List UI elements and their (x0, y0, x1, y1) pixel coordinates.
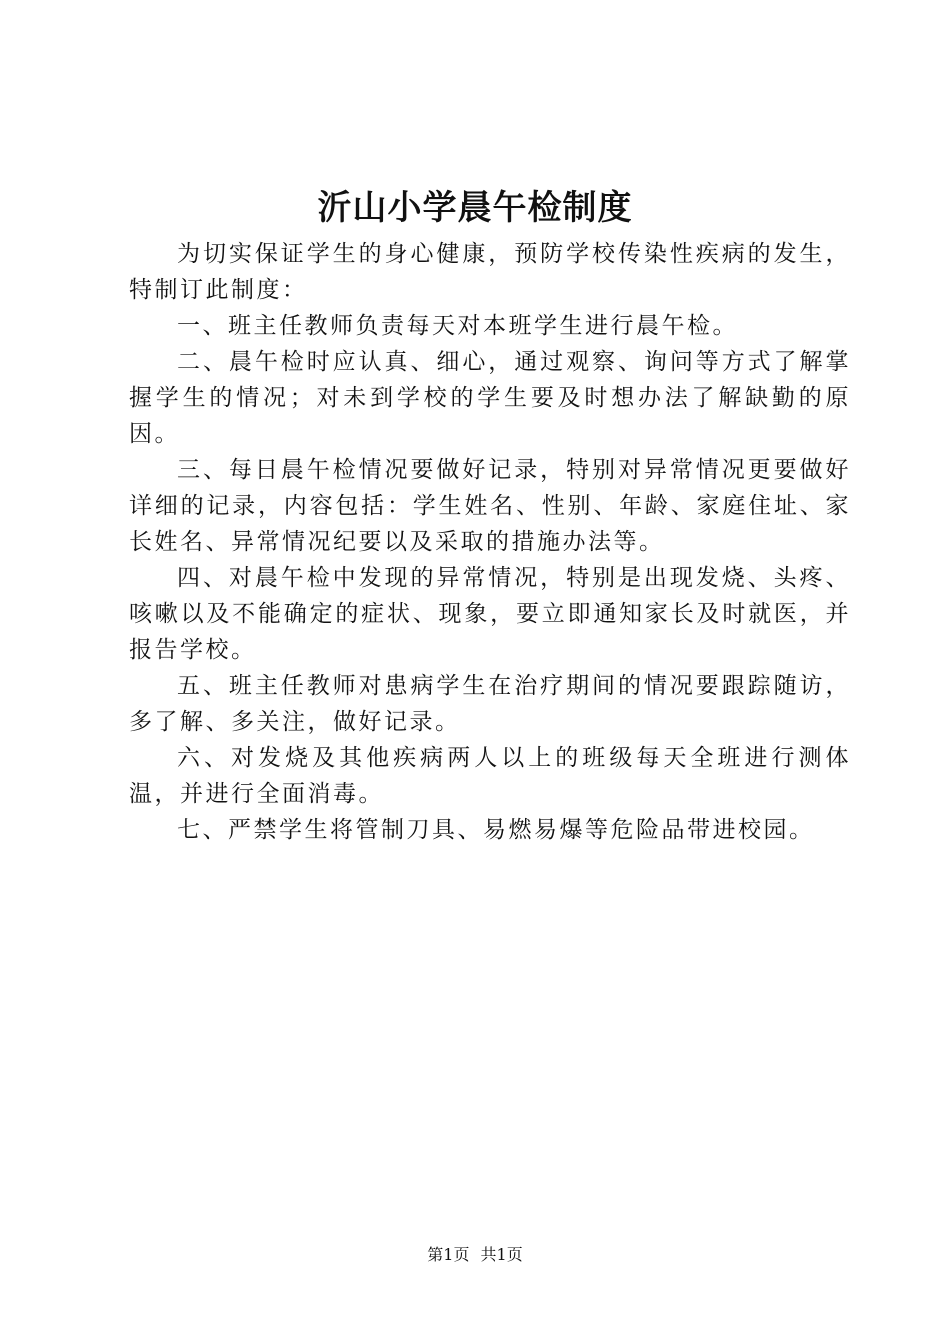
paragraph-intro: 为切实保证学生的身心健康，预防学校传染性疾病的发生，特制订此制度： (129, 241, 851, 303)
paragraph-rule-5: 五、班主任教师对患病学生在治疗期间的情况要跟踪随访，多了解、多关注，做好记录。 (129, 673, 851, 735)
paragraph-rule-3: 三、每日晨午检情况要做好记录，特别对异常情况更要做好详细的记录，内容包括：学生姓名、性别、年龄、家庭住址、家长姓名、异常情况纪要以及采取的措施办法等。 (129, 457, 851, 555)
paragraph-rule-4: 四、对晨午检中发现的异常情况，特别是出现发烧、头疼、咳嗽以及不能确定的症状、现象，要立即通知家长及时就医，并报告学校。 (129, 565, 851, 663)
paragraph-rule-1: 一、班主任教师负责每天对本班学生进行晨午检。 (177, 313, 738, 339)
page-number-current: 第1页 (427, 1245, 470, 1264)
page-number-total: 共1页 (480, 1245, 523, 1264)
document-title: 沂山小学晨午检制度 (317, 188, 633, 228)
paragraph-rule-6: 六、对发烧及其他疾病两人以上的班级每天全班进行测体温，并进行全面消毒。 (129, 745, 851, 807)
document-body (129, 236, 851, 848)
paragraph-rule-7: 七、严禁学生将管制刀具、易燃易爆等危险品带进校园。 (177, 817, 815, 843)
paragraph-rule-2: 二、晨午检时应认真、细心，通过观察、询问等方式了解掌握学生的情况；对未到学校的学生要及时想办法了解缺勤的原因。 (129, 349, 851, 447)
page-footer (0, 1244, 950, 1266)
